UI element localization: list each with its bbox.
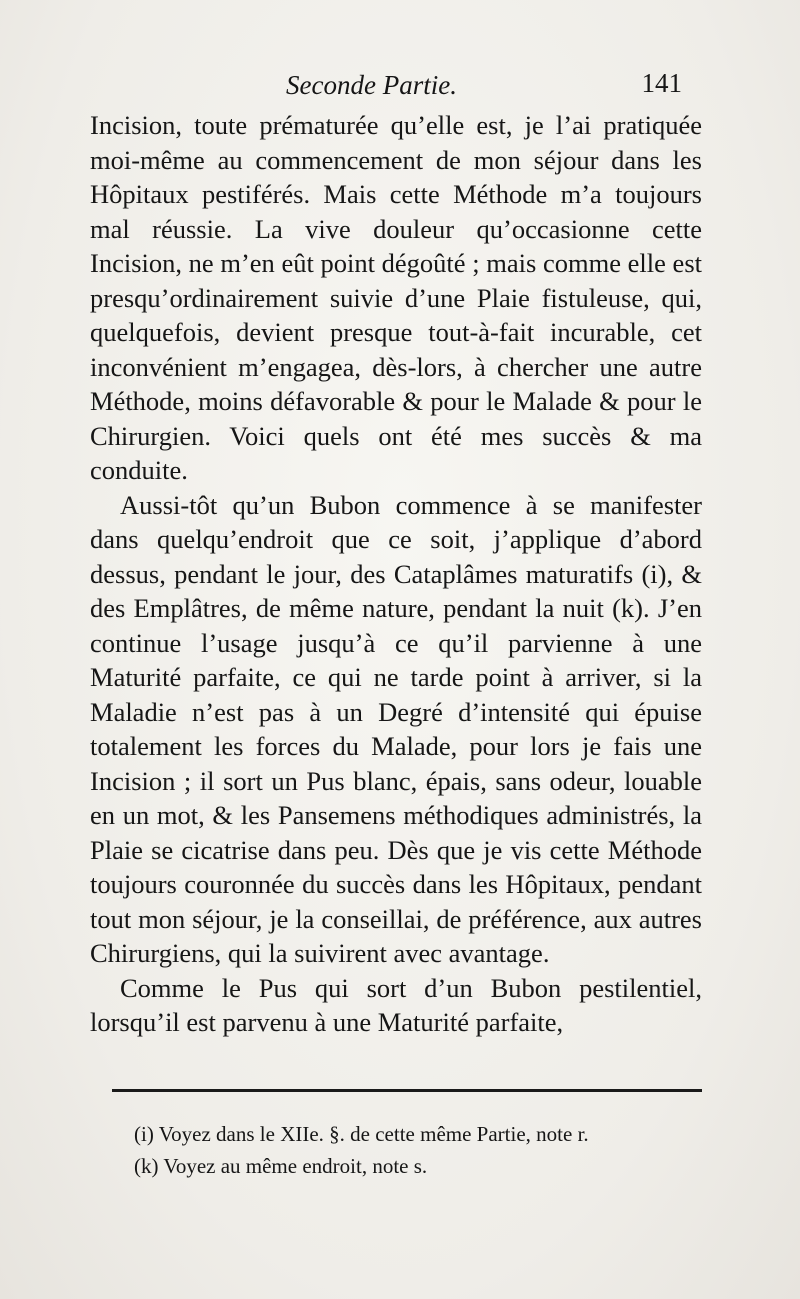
page-number: 141 [641, 68, 682, 98]
page-header [90, 70, 690, 104]
footnote-k: (k) Voyez au même endroit, note s. [134, 1154, 428, 1178]
footnote-i: (i) Voyez dans le XIIe. §. de cette même Partie, note r. [134, 1122, 589, 1146]
running-head: Seconde Partie. [286, 70, 457, 100]
body-text [90, 108, 702, 1040]
paragraph-1: Incision, toute prématurée qu’elle est, je l’ai pratiquée moi-même au commencement de mon séjour dans les Hôpitaux pestiférés. Mais cette Méthode m’a toujours mal réussie. La vive douleur qu’occasionne cette Incision, ne m’en eût point dégoûté ; mais comme elle est presqu’ordinairement suivie d’une Plaie fistuleuse, qui, quelquefois, devient presque tout-à-fait incurable, cet inconvénient m’engagea, dès-lors, à chercher une autre Méthode, moins défavorable & pour le Malade & pour le Chirurgien. Voici quels ont été mes succès & ma conduite. [90, 110, 702, 485]
footnote-rule [112, 1089, 702, 1092]
footnotes [112, 1118, 704, 1182]
paragraph-2: Aussi-tôt qu’un Bubon commence à se manifester dans quelqu’endroit que ce soit, j’applique d’abord dessus, pendant le jour, des Cataplâmes maturatifs (i), & des Emplâtres, de même nature, pendant la nuit (k). J’en continue l’usage jusqu’à ce qu’il parvienne à une Maturité parfaite, ce qui ne tarde point à arriver, si la Maladie n’est pas à un Degré d’intensité qui épuise totalement les forces du Malade, pour lors je fais une Incision ; il sort un Pus blanc, épais, sans odeur, louable en un mot, & les Pansemens méthodiques administrés, la Plaie se cicatrise dans peu. Dès que je vis cette Méthode toujours couronnée du succès dans les Hôpitaux, pendant tout mon séjour, je la conseillai, de préférence, aux autres Chirurgiens, qui la suivirent avec avantage. [90, 489, 702, 968]
paragraph-3: Comme le Pus qui sort d’un Bubon pestilentiel, lorsqu’il est parvenu à une Maturité parfaite, [90, 972, 702, 1037]
